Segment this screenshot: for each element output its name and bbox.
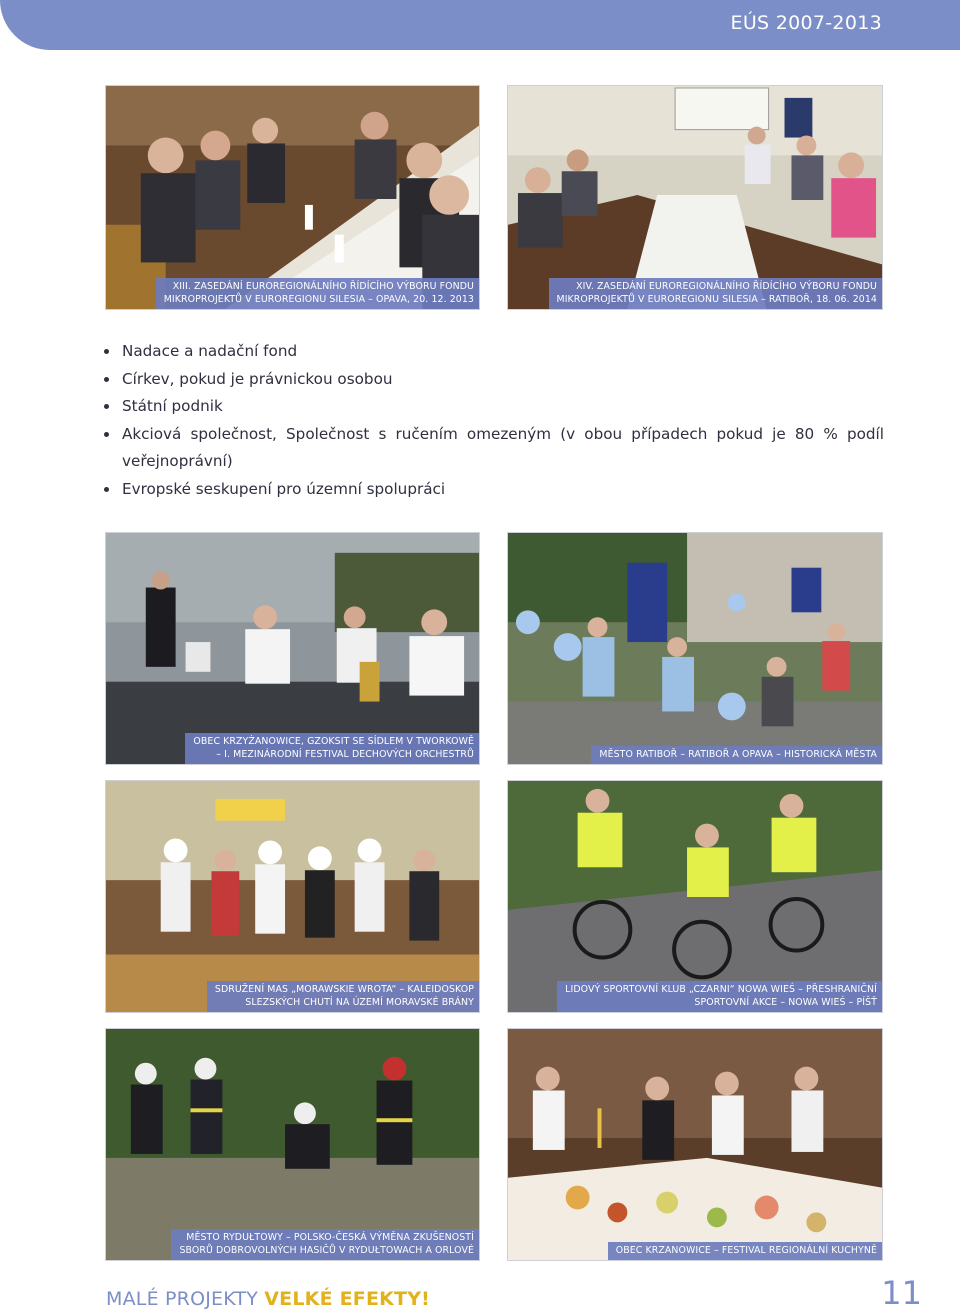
photo-caption: OBEC KRZANOWICE – FESTIVAL REGIONÁLNÍ KUCHYNĚ <box>608 1242 882 1261</box>
footer-slogan-accent: VELKÉ EFEKTY! <box>264 1288 431 1310</box>
bullet-dot <box>104 377 109 382</box>
bullet-dot <box>104 404 109 409</box>
list-item <box>104 366 884 394</box>
list-item <box>104 476 884 504</box>
bullet-dot <box>104 432 109 437</box>
photo-caption: SDRUŽENÍ MAS „MORAWSKIE WROTA“ – KALEIDOSKOP SLEZSKÝCH CHUTÍ NA ÚZEMÍ MORAVSKÉ BRÁNY <box>207 981 479 1012</box>
photo-cyclists <box>507 780 883 1013</box>
list-item-text: Státní podnik <box>122 397 223 415</box>
photo-caption: OBEC KRZYŻANOWICE, GZOKSIT SE SÍDLEM V TWORKOWĚ – I. MEZINÁRODNÍ FESTIVAL DECHOVÝCH ORCHESTRŮ <box>185 733 479 764</box>
header-title: EÚS 2007-2013 <box>730 12 882 34</box>
list-item-text: Evropské seskupení pro územní spolupráci <box>122 479 446 498</box>
meeting-opava-image <box>106 86 479 309</box>
photo-brass-festival <box>105 532 480 765</box>
kaleidoscope-tastes-image <box>106 781 479 1012</box>
parade-ratibor-image <box>508 533 882 764</box>
photo-meeting-opava <box>105 85 480 310</box>
list-item <box>104 338 884 366</box>
regional-cuisine-image <box>508 1029 882 1260</box>
list-item-text: Církev, pokud je právnickou osobou <box>122 369 393 388</box>
photo-meeting-ratibor <box>507 85 883 310</box>
cyclists-image <box>508 781 882 1012</box>
photo-firefighters <box>105 1028 480 1261</box>
firefighters-image <box>106 1029 479 1260</box>
brass-festival-image <box>106 533 479 764</box>
page-number: 11 <box>881 1274 922 1312</box>
bullet-dot <box>104 487 109 492</box>
photo-caption: XIV. ZASEDÁNÍ EUROREGIONÁLNÍHO ŘÍDÍCÍHO VÝBORU FONDU MIKROPROJEKTŮ V EUROREGIONU SILESIA – RATIBOŘ, 18. 06. 2014 <box>549 278 883 309</box>
photo-caption: MĚSTO RYDUŁTOWY – POLSKO-ČESKÁ VÝMĚNA ZKUŠENOSTÍ SBORŮ DOBROVOLNÝCH HASIČŮ V RYDUŁTOWACH A ORLOVÉ <box>171 1229 479 1260</box>
bullet-dot <box>104 349 109 354</box>
photo-kaleidoscope-tastes <box>105 780 480 1013</box>
photo-parade-ratibor <box>507 532 883 765</box>
list-item <box>104 393 884 421</box>
photo-regional-cuisine <box>507 1028 883 1261</box>
meeting-ratibor-image <box>508 86 882 309</box>
list-item-text: Akciová společnost, Společnost s ručením omezeným (v obou případech pokud je 80 % podíl veřejnoprávní) <box>122 424 884 470</box>
footer-slogan-main: MALÉ PROJEKTY <box>106 1288 265 1310</box>
footer-slogan <box>106 1288 430 1310</box>
list-item-text: Nadace a nadační fond <box>122 342 298 360</box>
photo-caption: LIDOVÝ SPORTOVNÍ KLUB „CZARNI“ NOWA WIEŚ – PŘESHRANIČNÍ SPORTOVNÍ AKCE – NOWA WIEŚ – PÍŠŤ <box>557 981 882 1012</box>
list-item <box>104 421 884 476</box>
eligible-applicants-list <box>104 338 884 503</box>
photo-caption: MĚSTO RATIBOŘ – RATIBOŘ A OPAVA – HISTORICKÁ MĚSTA <box>591 746 882 765</box>
header-band <box>0 0 960 50</box>
photo-caption: XIII. ZASEDÁNÍ EUROREGIONÁLNÍHO ŘÍDÍCÍHO VÝBORU FONDU MIKROPROJEKTŮ V EUROREGIONU SILESIA – OPAVA, 20. 12. 2013 <box>156 278 479 309</box>
